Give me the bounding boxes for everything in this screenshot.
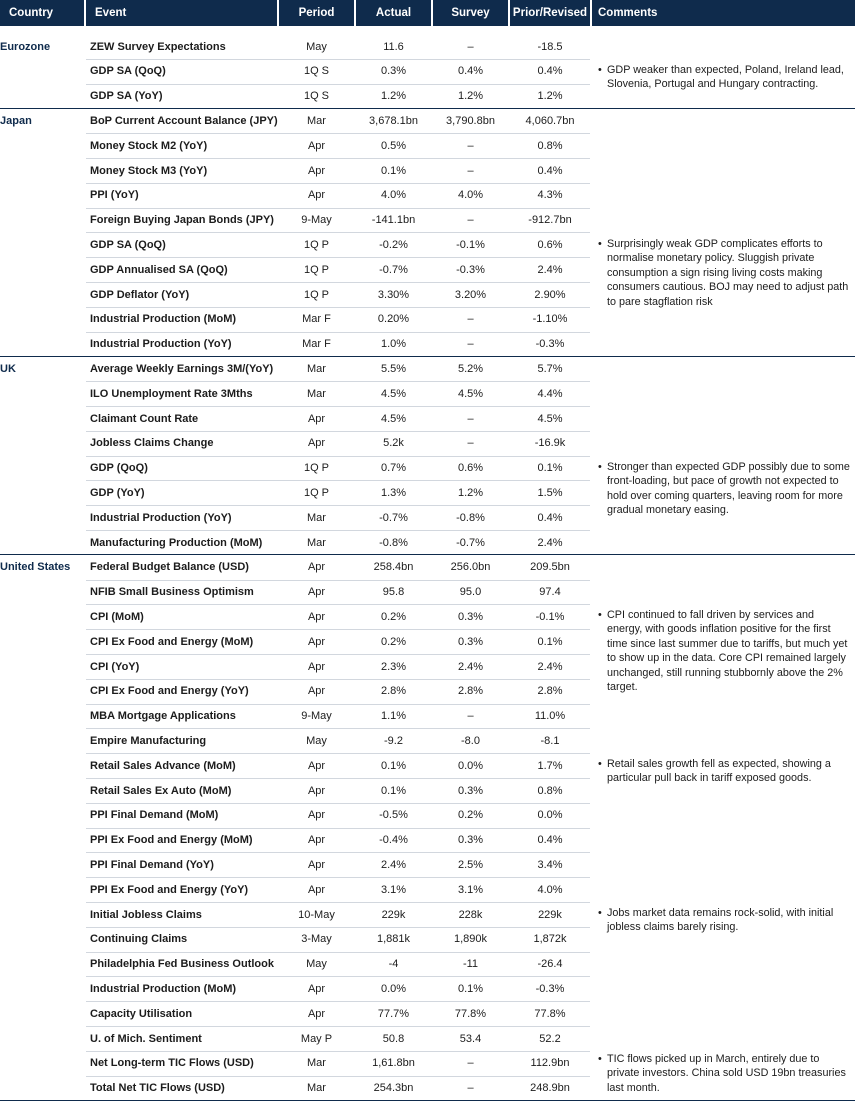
cell-prior: 0.8% (537, 784, 563, 797)
cell-event: Money Stock M2 (YoY) (90, 139, 208, 152)
cell-prior: 4.5% (537, 412, 563, 425)
cell-actual: 0.1% (380, 784, 407, 797)
cell-period: Mar (307, 114, 326, 127)
cell-event: Industrial Production (YoY) (90, 511, 232, 524)
cell-event: NFIB Small Business Optimism (90, 586, 254, 599)
header-period: Period (298, 7, 335, 19)
cell-prior: 1.7% (537, 759, 563, 772)
cell-prior: 0.4% (537, 511, 563, 524)
cell-prior: -0.3% (535, 982, 565, 995)
table-row (0, 357, 855, 382)
cell-prior: 5.7% (537, 362, 563, 375)
cell-event: Continuing Claims (90, 933, 188, 946)
cell-actual: -4 (388, 958, 399, 971)
cell-prior: -18.5 (537, 40, 563, 53)
cell-prior: 1,872k (533, 933, 567, 946)
table-row (0, 35, 855, 60)
cell-prior: 1.2% (537, 90, 563, 103)
cell-actual: 1,61.8bn (372, 1057, 415, 1070)
cell-survey: 0.3% (457, 784, 484, 797)
cell-event: Retail Sales Advance (MoM) (90, 759, 236, 772)
cell-event: Money Stock M3 (YoY) (90, 164, 208, 177)
cell-period: Apr (307, 139, 326, 152)
comment-text: CPI continued to fall driven by services and energy, with goods inflation positive for the first time since last summer due to tariffs, but much yet to show up in the data. Core CPI remained largely unchanged, still running stubbornly above the 2% target. (607, 609, 848, 694)
cell-period: Apr (307, 635, 326, 648)
table-row (0, 580, 855, 605)
cell-event: ZEW Survey Expectations (90, 40, 226, 53)
cell-period: Mar F (302, 313, 331, 326)
cell-prior: 2.4% (537, 263, 563, 276)
table-row (0, 853, 855, 878)
cell-survey: 95.0 (459, 586, 482, 599)
cell-actual: 4.0% (380, 189, 407, 202)
cell-event: BoP Current Account Balance (JPY) (90, 114, 278, 127)
comment (598, 906, 850, 935)
cell-prior: 3.4% (537, 858, 563, 871)
cell-prior: 4.4% (537, 387, 563, 400)
cell-actual: 5.2k (383, 437, 404, 450)
cell-period: Mar (307, 536, 326, 549)
cell-prior: -16.9k (534, 437, 566, 450)
cell-period: Apr (307, 412, 326, 425)
cell-actual: 0.1% (380, 164, 407, 177)
table-row (0, 803, 855, 828)
cell-period: Apr (307, 685, 326, 698)
cell-event: Federal Budget Balance (USD) (90, 561, 249, 574)
cell-event: PPI (YoY) (90, 189, 139, 202)
comment-text: Retail sales growth fell as expected, showing a particular pull back in tariff exposed goods. (607, 758, 831, 785)
cell-prior: 0.6% (537, 238, 563, 251)
cell-period: May (306, 40, 327, 53)
cell-survey: 4.5% (457, 387, 484, 400)
cell-prior: -0.3% (535, 338, 565, 351)
cell-actual: 0.1% (380, 759, 407, 772)
cell-event: U. of Mich. Sentiment (90, 1032, 202, 1045)
cell-survey: – (467, 40, 474, 53)
cell-period: Mar F (302, 338, 331, 351)
header-event: Event (95, 7, 127, 19)
table-row (0, 159, 855, 184)
cell-actual: -0.7% (379, 511, 408, 524)
cell-actual: -0.4% (379, 834, 408, 847)
country-label: Eurozone (0, 40, 51, 53)
cell-event: CPI (MoM) (90, 610, 144, 623)
table-row (0, 208, 855, 233)
cell-period: Mar (307, 511, 326, 524)
cell-actual: 95.8 (382, 586, 405, 599)
comment (598, 757, 850, 786)
cell-prior: 0.4% (537, 65, 563, 78)
cell-prior: -8.1 (540, 734, 560, 747)
bullet-icon: • (598, 64, 602, 76)
cell-event: MBA Mortgage Applications (90, 710, 236, 723)
bullet-icon: • (598, 609, 602, 621)
cell-prior: 2.4% (537, 536, 563, 549)
cell-period: Apr (307, 1007, 326, 1020)
table-row (0, 828, 855, 853)
cell-survey: – (467, 214, 474, 227)
cell-period: Mar (307, 387, 326, 400)
cell-event: GDP Deflator (YoY) (90, 288, 190, 301)
cell-survey: – (467, 412, 474, 425)
cell-event: Jobless Claims Change (90, 437, 214, 450)
table-row (0, 977, 855, 1002)
cell-actual: 3,678.1bn (369, 114, 418, 127)
cell-prior: 209.5bn (530, 561, 570, 574)
comment (598, 1052, 850, 1095)
cell-survey: – (467, 338, 474, 351)
cell-actual: 0.3% (380, 65, 407, 78)
cell-survey: 1.2% (457, 486, 484, 499)
cell-period: Apr (307, 982, 326, 995)
cell-event: Initial Jobless Claims (90, 908, 202, 921)
cell-event: GDP Annualised SA (QoQ) (90, 263, 228, 276)
cell-survey: 0.6% (457, 462, 484, 475)
cell-prior: 0.0% (537, 809, 563, 822)
cell-survey: – (467, 139, 474, 152)
table-row (0, 183, 855, 208)
cell-survey: 5.2% (457, 362, 484, 375)
cell-actual: -0.5% (379, 809, 408, 822)
cell-actual: 254.3bn (373, 1082, 414, 1095)
cell-event: Industrial Production (MoM) (90, 982, 237, 995)
cell-survey: 3.20% (454, 288, 487, 301)
cell-prior: 11.0% (534, 710, 566, 723)
cell-survey: 0.2% (457, 809, 484, 822)
cell-event: PPI Final Demand (YoY) (90, 858, 214, 871)
cell-survey: 0.1% (457, 982, 484, 995)
cell-actual: 50.8 (382, 1032, 405, 1045)
cell-prior: 1.5% (537, 486, 563, 499)
table-row (0, 1002, 855, 1027)
cell-survey: 228k (458, 908, 483, 921)
cell-prior: 112.9bn (530, 1057, 570, 1070)
cell-event: Philadelphia Fed Business Outlook (90, 958, 274, 971)
cell-survey: 0.3% (457, 635, 484, 648)
cell-survey: 0.3% (457, 610, 484, 623)
cell-prior: 248.9bn (530, 1082, 570, 1095)
cell-survey: 77.8% (454, 1007, 487, 1020)
cell-prior: 4.0% (537, 883, 563, 896)
cell-period: 1Q P (303, 288, 330, 301)
cell-survey: 2.5% (457, 858, 484, 871)
cell-period: Apr (307, 189, 326, 202)
cell-period: 9-May (301, 214, 332, 227)
cell-period: Apr (307, 586, 326, 599)
comment (598, 63, 850, 92)
cell-period: Apr (307, 660, 326, 673)
cell-actual: 2.3% (380, 660, 407, 673)
cell-period: Apr (307, 610, 326, 623)
cell-period: 3-May (301, 933, 332, 946)
cell-actual: 0.2% (380, 635, 407, 648)
table-row (0, 1027, 855, 1052)
cell-period: 1Q S (303, 90, 330, 103)
cell-event: Manufacturing Production (MoM) (90, 536, 263, 549)
bullet-icon: • (598, 907, 602, 919)
cell-event: GDP (QoQ) (90, 462, 148, 475)
table-row (0, 704, 855, 729)
country-label: Japan (0, 114, 32, 127)
cell-prior: -1.10% (532, 313, 568, 326)
cell-period: Mar (307, 362, 326, 375)
cell-prior: 52.2 (539, 1032, 561, 1045)
cell-period: 1Q S (303, 65, 330, 78)
cell-period: Apr (307, 834, 326, 847)
comment-text: Stronger than expected GDP possibly due to some front-loading, but pace of growth not expected to hold over coming quarters, leaving room for more gradual monetary easing. (607, 461, 850, 517)
cell-event: Industrial Production (MoM) (90, 313, 237, 326)
cell-actual: 4.5% (380, 387, 407, 400)
header-country: Country (9, 7, 54, 19)
cell-period: May (306, 734, 327, 747)
cell-period: May (306, 958, 327, 971)
table-header (0, 0, 855, 26)
table-row (0, 109, 855, 134)
country-label: United States (0, 561, 71, 574)
cell-survey: – (467, 710, 474, 723)
cell-survey: 4.0% (457, 189, 484, 202)
cell-period: Apr (307, 784, 326, 797)
cell-prior: 2.90% (534, 288, 566, 301)
cell-prior: 2.8% (537, 685, 563, 698)
cell-prior: 0.4% (537, 834, 563, 847)
cell-event: GDP SA (QoQ) (90, 65, 166, 78)
cell-period: May P (300, 1032, 333, 1045)
cell-survey: -0.7% (456, 536, 485, 549)
table-row (0, 332, 855, 357)
cell-survey: 3,790.8bn (446, 114, 495, 127)
cell-event: Net Long-term TIC Flows (USD) (90, 1057, 254, 1070)
cell-prior: 0.1% (537, 635, 563, 648)
cell-survey: 1,890k (453, 933, 488, 946)
cell-actual: 0.20% (377, 313, 410, 326)
cell-survey: 3.1% (457, 883, 484, 896)
cell-event: Average Weekly Earnings 3M/(YoY) (90, 362, 274, 375)
cell-period: 1Q P (303, 263, 330, 276)
header-comments: Comments (598, 7, 658, 19)
cell-survey: – (467, 1082, 474, 1095)
cell-survey: 2.4% (457, 660, 484, 673)
table-row (0, 952, 855, 977)
cell-prior: 0.4% (537, 164, 563, 177)
cell-event: GDP (YoY) (90, 486, 145, 499)
cell-survey: -8.0 (461, 734, 480, 747)
cell-actual: -9.2 (384, 734, 403, 747)
cell-prior: 229k (538, 908, 562, 921)
table-row (0, 134, 855, 159)
cell-actual: 0.0% (380, 982, 407, 995)
bullet-icon: • (598, 1053, 602, 1065)
cell-prior: -912.7bn (528, 214, 572, 227)
cell-event: Foreign Buying Japan Bonds (JPY) (90, 214, 274, 227)
cell-event: PPI Ex Food and Energy (MoM) (90, 834, 253, 847)
table-row (0, 555, 855, 580)
cell-survey: 0.3% (457, 834, 484, 847)
cell-actual: 3.1% (380, 883, 407, 896)
cell-actual: 4.5% (380, 412, 407, 425)
cell-prior: 0.1% (537, 462, 563, 475)
comment (598, 460, 850, 518)
cell-actual: 2.4% (380, 858, 407, 871)
cell-survey: 0.4% (457, 65, 484, 78)
cell-survey: -0.1% (456, 238, 485, 251)
table-row (0, 729, 855, 754)
cell-survey: – (467, 313, 474, 326)
cell-actual: 5.5% (380, 362, 407, 375)
cell-prior: 97.4 (539, 586, 561, 599)
cell-event: Industrial Production (YoY) (90, 338, 232, 351)
cell-period: 1Q P (303, 486, 330, 499)
comment (598, 608, 850, 694)
cell-event: Total Net TIC Flows (USD) (90, 1082, 225, 1095)
cell-prior: 4,060.7bn (525, 114, 575, 127)
cell-event: Capacity Utilisation (90, 1007, 193, 1020)
cell-period: Apr (307, 437, 326, 450)
cell-period: Mar (307, 1057, 326, 1070)
header-actual: Actual (375, 7, 412, 19)
cell-actual: 0.5% (380, 139, 407, 152)
cell-actual: -141.1bn (371, 214, 416, 227)
table-row (0, 307, 855, 332)
cell-period: 1Q P (303, 462, 330, 475)
cell-period: Apr (307, 858, 326, 871)
cell-event: GDP SA (YoY) (90, 90, 163, 103)
bullet-icon: • (598, 238, 602, 250)
comment-text: TIC flows picked up in March, entirely due to private investors. China sold USD 19bn treasuries last month. (607, 1053, 846, 1094)
table-row (0, 382, 855, 407)
cell-actual: 0.2% (380, 610, 407, 623)
cell-event: Retail Sales Ex Auto (MoM) (90, 784, 232, 797)
cell-prior: 77.8% (534, 1007, 566, 1020)
cell-event: ILO Unemployment Rate 3Mths (90, 387, 253, 400)
cell-actual: 1.3% (380, 486, 407, 499)
comment-text: Jobs market data remains rock-solid, with initial jobless claims barely rising. (607, 907, 834, 934)
table-row (0, 407, 855, 432)
bullet-icon: • (598, 461, 602, 473)
cell-event: Claimant Count Rate (90, 412, 199, 425)
cell-actual: 0.7% (380, 462, 407, 475)
cell-survey: 2.8% (457, 685, 484, 698)
cell-period: Apr (307, 759, 326, 772)
cell-period: 10-May (298, 908, 335, 921)
cell-survey: 0.0% (457, 759, 484, 772)
cell-survey: 1.2% (457, 90, 484, 103)
cell-actual: -0.2% (379, 238, 408, 251)
cell-prior: 4.3% (537, 189, 563, 202)
cell-event: PPI Final Demand (MoM) (90, 809, 219, 822)
cell-period: Apr (307, 561, 326, 574)
cell-actual: 11.6 (383, 40, 404, 53)
cell-actual: 2.8% (380, 685, 407, 698)
cell-survey: -11 (462, 958, 479, 971)
cell-survey: 53.4 (459, 1032, 482, 1045)
header-survey: Survey (451, 7, 490, 19)
cell-event: PPI Ex Food and Energy (YoY) (90, 883, 249, 896)
cell-survey: -0.3% (456, 263, 485, 276)
cell-event: CPI (YoY) (90, 660, 140, 673)
comment (598, 237, 850, 309)
cell-prior: 2.4% (537, 660, 563, 673)
cell-prior: 0.8% (537, 139, 563, 152)
cell-event: GDP SA (QoQ) (90, 238, 166, 251)
cell-survey: – (467, 164, 474, 177)
cell-event: CPI Ex Food and Energy (MoM) (90, 635, 254, 648)
header-prior: Prior/Revised (512, 7, 588, 19)
bullet-icon: • (598, 758, 602, 770)
cell-actual: 1.1% (380, 710, 407, 723)
cell-period: Apr (307, 164, 326, 177)
cell-survey: 256.0bn (450, 561, 491, 574)
cell-survey: – (467, 1057, 474, 1070)
cell-actual: 1.2% (380, 90, 407, 103)
cell-period: Mar (307, 1082, 326, 1095)
country-label: UK (0, 362, 16, 375)
cell-period: Apr (307, 883, 326, 896)
comment-text: GDP weaker than expected, Poland, Ireland lead, Slovenia, Portugal and Hungary contracting. (607, 64, 844, 91)
cell-period: 9-May (301, 710, 332, 723)
cell-actual: 3.30% (377, 288, 410, 301)
cell-period: 1Q P (303, 238, 330, 251)
cell-event: CPI Ex Food and Energy (YoY) (90, 685, 249, 698)
table-row (0, 431, 855, 456)
cell-prior: -0.1% (535, 610, 565, 623)
cell-period: Apr (307, 809, 326, 822)
cell-actual: 229k (381, 908, 406, 921)
table-row (0, 531, 855, 556)
cell-event: Empire Manufacturing (90, 734, 207, 747)
cell-survey: -0.8% (456, 511, 485, 524)
table-row (0, 878, 855, 903)
cell-survey: – (467, 437, 474, 450)
cell-actual: 258.4bn (373, 561, 414, 574)
comment-text: Surprisingly weak GDP complicates efforts to normalise monetary policy. Sluggish private consumption a sign rising living costs making consumers cautious. BOJ may need to adjust path to pare stagflation risk (607, 238, 849, 308)
cell-prior: -26.4 (537, 958, 563, 971)
cell-actual: -0.7% (379, 263, 408, 276)
cell-actual: 77.7% (377, 1007, 410, 1020)
cell-actual: -0.8% (379, 536, 408, 549)
cell-actual: 1.0% (380, 338, 407, 351)
cell-actual: 1,881k (376, 933, 411, 946)
